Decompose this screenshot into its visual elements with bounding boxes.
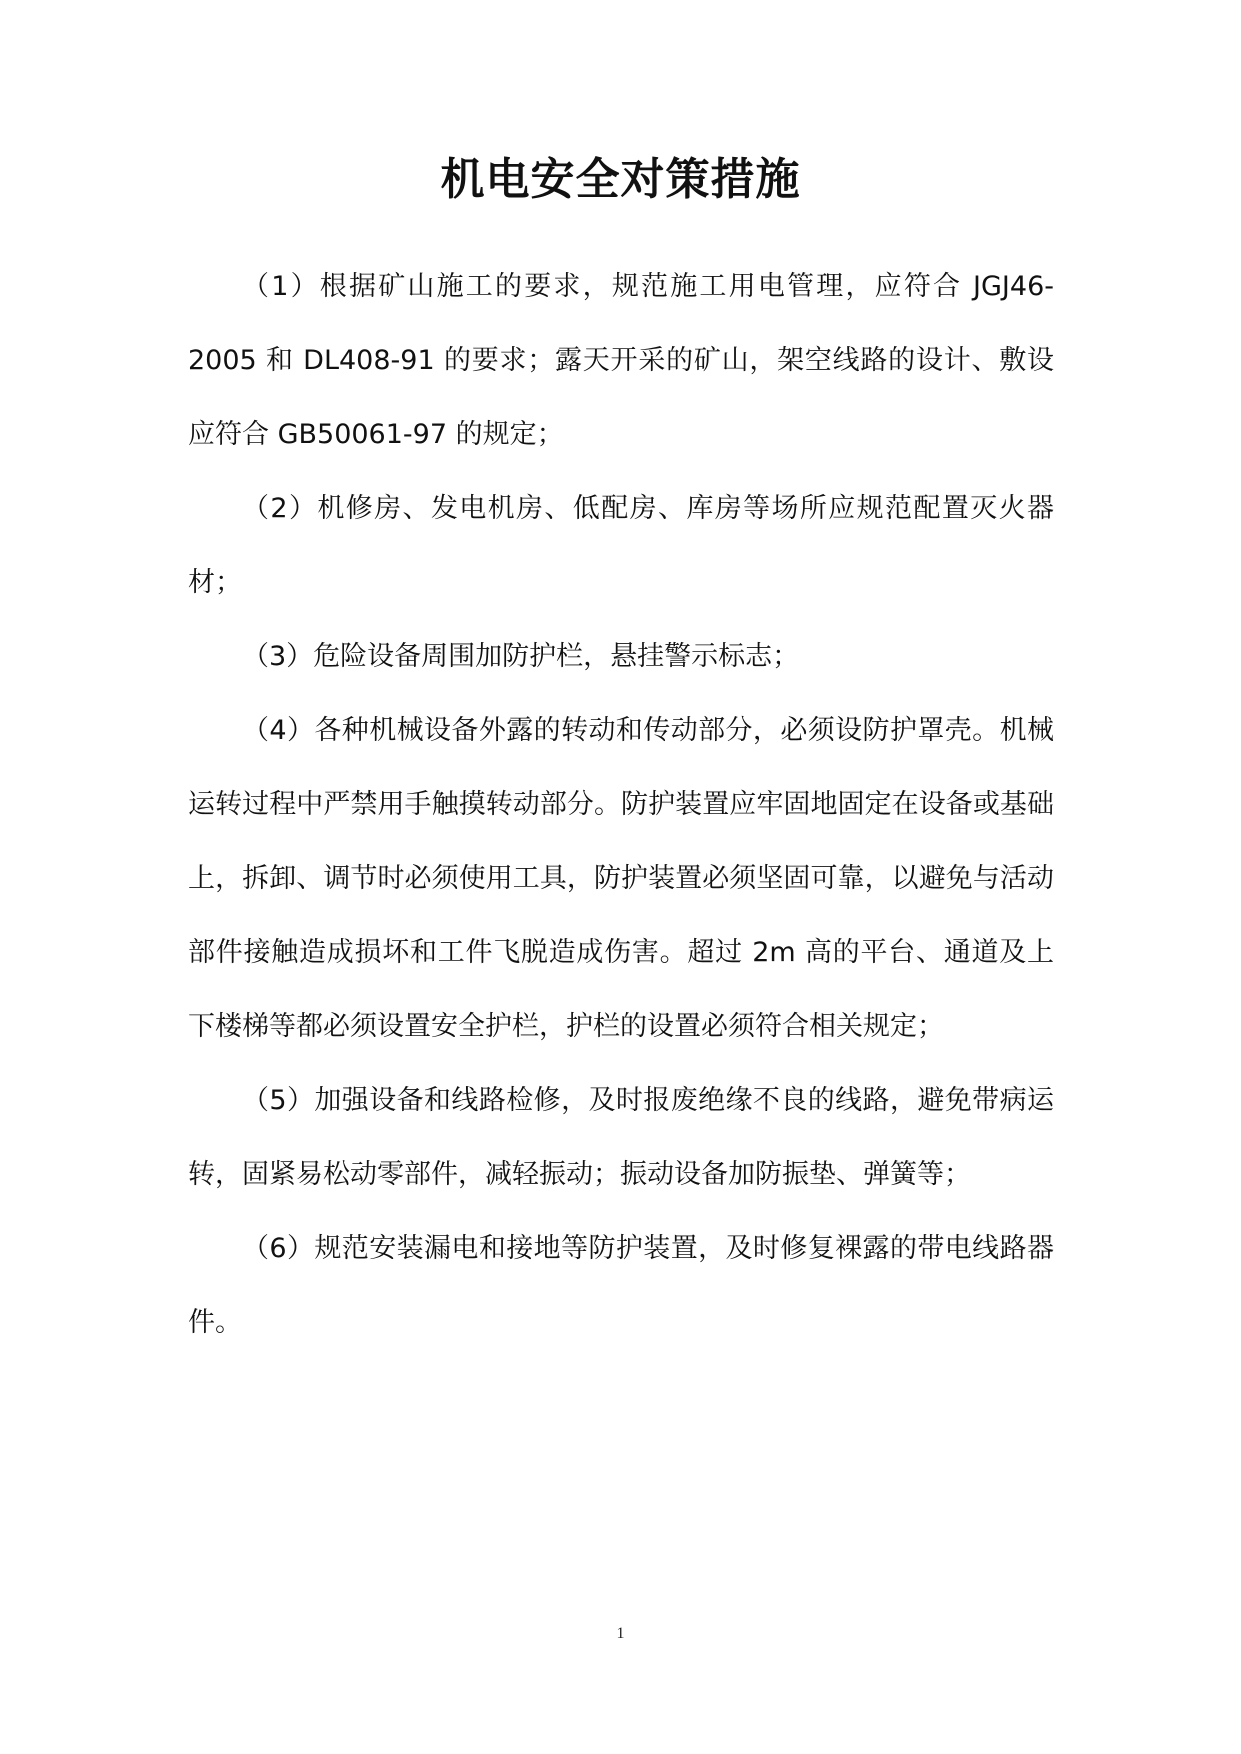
- page-number: 1: [616, 1625, 625, 1642]
- paragraph-6: （6）规范安装漏电和接地等防护装置，及时修复裸露的带电线路器件。: [188, 1233, 1054, 1338]
- document-body: [188, 250, 1054, 1360]
- paragraph-1: （1）根据矿山施工的要求，规范施工用电管理，应符合 JGJ46-2005 和 DL408-91 的要求；露天开采的矿山，架空线路的设计、敷设应符合 GB50061-97 的规定；: [188, 271, 1054, 450]
- paragraph-2: （2）机修房、发电机房、低配房、库房等场所应规范配置灭火器材；: [188, 493, 1054, 598]
- paragraph-4: （4）各种机械设备外露的转动和传动部分，必须设防护罩壳。机械运转过程中严禁用手触摸转动部分。防护装置应牢固地固定在设备或基础上，拆卸、调节时必须使用工具，防护装置必须坚固可靠，以避免与活动部件接触造成损坏和工件飞脱造成伤害。超过 2m 高的平台、通道及上下楼梯等都必须设置安全护栏，护栏的设置必须符合相关规定；: [188, 715, 1054, 1042]
- paragraph-3: （3）危险设备周围加防护栏，悬挂警示标志；: [242, 641, 800, 672]
- paragraph-5: （5）加强设备和线路检修，及时报废绝缘不良的线路，避免带病运转，固紧易松动零部件，减轻振动；振动设备加防振垫、弹簧等；: [188, 1085, 1054, 1190]
- document-title: 机电安全对策措施: [440, 154, 801, 205]
